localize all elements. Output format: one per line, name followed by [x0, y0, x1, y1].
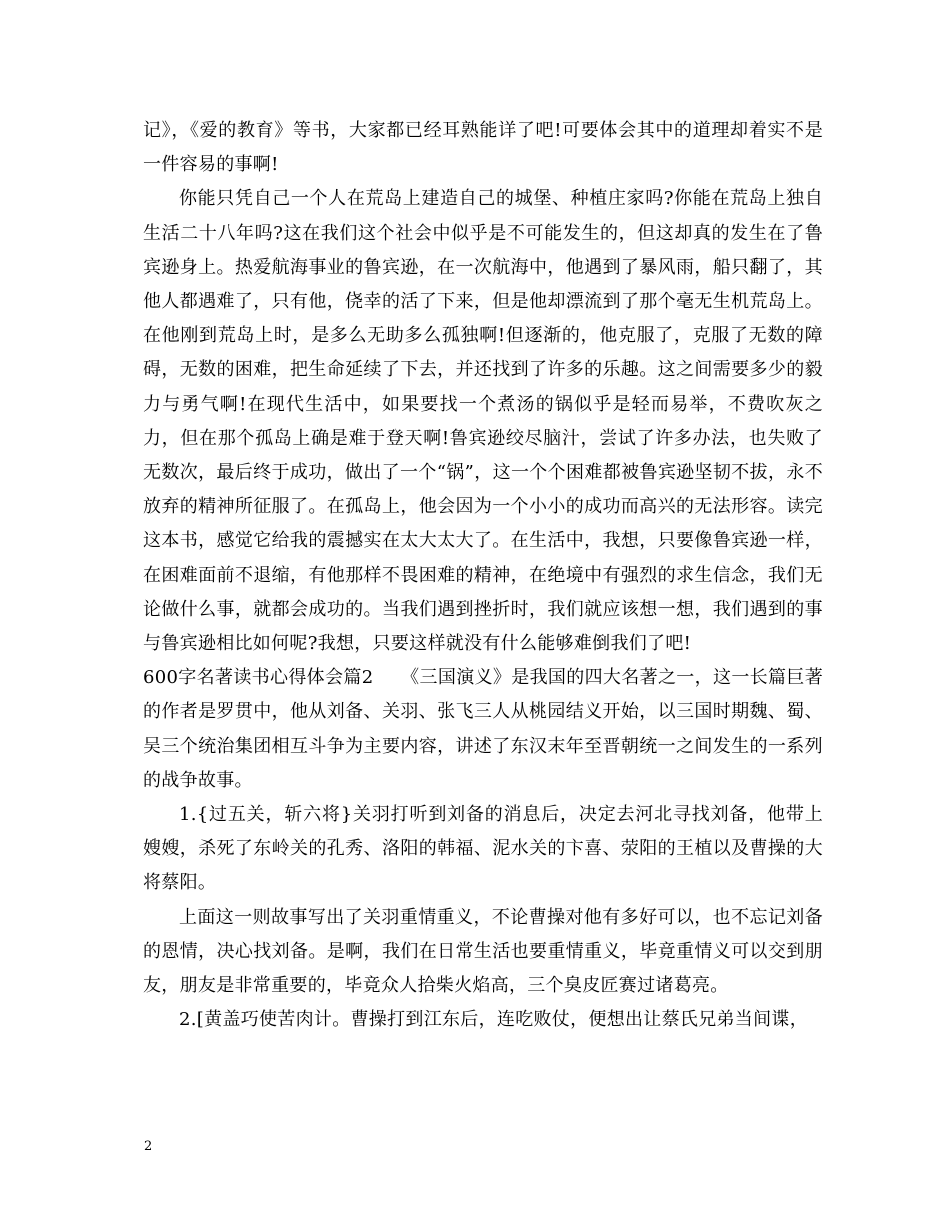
body-text: [143, 114, 823, 1037]
paragraph-1: 记》，《爱的教育》等书，大家都已经耳熟能详了吧!可要体会其中的道理却着实不是一件容易的事啊!: [143, 120, 823, 176]
paragraph-3: 600字名著读书心得体会篇2 《三国演义》是我国的四大名著之一，这一长篇巨著的作者是罗贯中，他从刘备、关羽、张飞三人从桃园结义开始，以三国时期魏、蜀、吴三个统治集团相互斗争为主要内容，讲述了东汉末年至晋朝统一之间发生的一系列的战争故事。: [143, 667, 823, 791]
paragraph-6: 2.[黄盖巧使苦肉计。曹操打到江东后，连吃败仗，便想出让蔡氏兄弟当间谍，: [179, 1009, 808, 1031]
page-number: 2: [144, 1139, 153, 1154]
paragraph-4: 1.{过五关，斩六将}关羽打听到刘备的消息后，决定去河北寻找刘备，他带上嫂嫂，杀死了东岭关的孔秀、洛阳的韩福、泥水关的卞喜、荥阳的王植以及曹操的大将蔡阳。: [143, 804, 823, 894]
paragraph-2: 你能只凭自己一个人在荒岛上建造自己的城堡、种植庄家吗?你能在荒岛上独自生活二十八年吗?这在我们这个社会中似乎是不可能发生的，但这却真的发生在了鲁宾逊身上。热爱航海事业的鲁宾逊，在一次航海中，他遇到了暴风雨，船只翻了，其他人都遇难了，只有他，侥幸的活了下来，但是他却漂流到了那个毫无生机荒岛上。在他刚到荒岛上时，是多么无助多么孤独啊!但逐渐的，他克服了，克服了无数的障碍，无数的困难，把生命延续了下去，并还找到了许多的乐趣。这之间需要多少的毅力与勇气啊!在现代生活中，如果要找一个煮汤的锅似乎是轻而易举，不费吹灰之力，但在那个孤岛上确是难于登天啊!鲁宾逊绞尽脑汁，尝试了许多办法，也失败了无数次，最后终于成功，做出了一个“锅”，这一个个困难都被鲁宾逊坚韧不拔，永不放弃的精神所征服了。在孤岛上，他会因为一个小小的成功而高兴的无法形容。读完这本书，感觉它给我的震撼实在太大太大了。在生活中，我想，只要像鲁宾逊一样，在困难面前不退缩，有他那样不畏困难的精神，在绝境中有强烈的求生信念，我们无论做什么事，就都会成功的。当我们遇到挫折时，我们就应该想一想，我们遇到的事与鲁宾逊相比如何呢?我想，只要这样就没有什么能够难倒我们了吧!: [143, 188, 823, 655]
paragraph-5: 上面这一则故事写出了关羽重情重义，不论曹操对他有多好可以，也不忘记刘备的恩情，决心找刘备。是啊，我们在日常生活也要重情重义，毕竟重情义可以交到朋友，朋友是非常重要的，毕竟众人拾柴火焰高，三个臭皮匠赛过诸葛亮。: [143, 906, 823, 997]
